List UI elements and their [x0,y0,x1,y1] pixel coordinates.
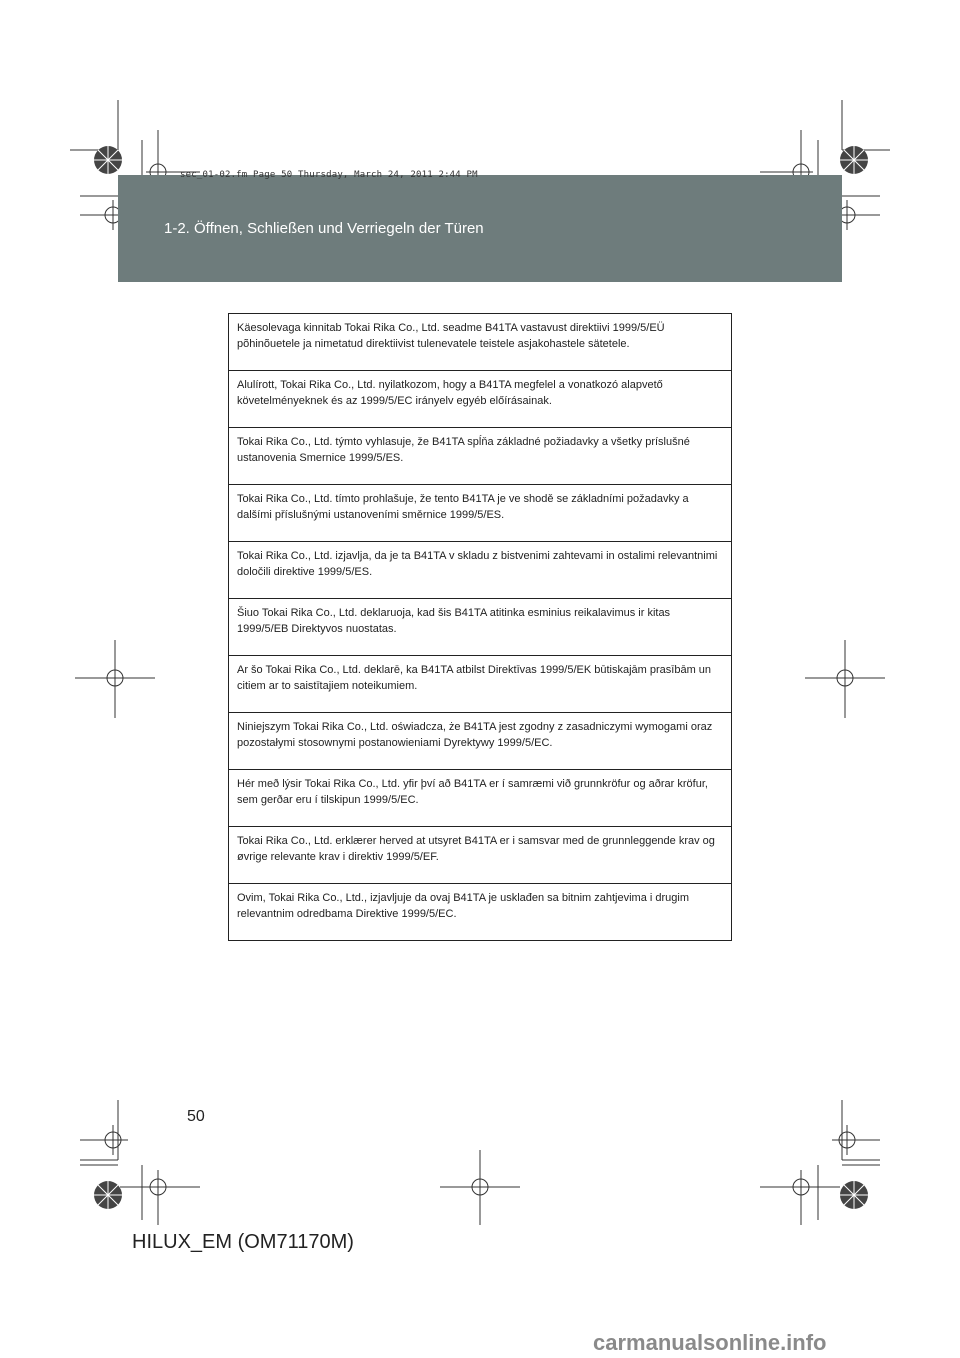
declaration-row-latvian: Ar šo Tokai Rika Co., Ltd. deklarē, ka B41TA atbilst Direktīvas 1999/5/EK būtiskajām prasībām un citiem ar to saistītajiem noteikumiem. [229,656,731,713]
declaration-row-polish: Niniejszym Tokai Rika Co., Ltd. oświadcza, że B41TA jest zgodny z zasadniczymi wymogami oraz pozostałymi stosownymi postanowieniami Dyrektywy 1999/5/EC. [229,713,731,770]
declaration-row-slovak: Tokai Rika Co., Ltd. týmto vyhlasuje, že B41TA spĺňa základné požiadavky a všetky príslušné ustanovenia Smernice 1999/5/ES. [229,428,731,485]
section-title: 1-2. Öffnen, Schließen und Verriegeln der Türen [164,220,484,237]
print-crop-info: sec_01-02.fm Page 50 Thursday, March 24, 2011 2:44 PM [180,170,478,180]
declaration-table [228,313,732,941]
page-number: 50 [187,1108,205,1125]
declaration-row-estonian: Käesolevaga kinnitab Tokai Rika Co., Ltd. seadme B41TA vastavust direktiivi 1999/5/EÜ põhinõuetele ja nimetatud direktiivist tulenevatele teistele asjakohastele sätetele. [229,314,731,371]
declaration-row-slovenian: Tokai Rika Co., Ltd. izjavlja, da je ta B41TA v skladu z bistvenimi zahtevami in ostalimi relevantnimi določili direktive 1999/5/ES. [229,542,731,599]
site-watermark: carmanualsonline.info [593,1330,827,1355]
declaration-row-icelandic: Hér með lýsir Tokai Rika Co., Ltd. yfir því að B41TA er í samræmi við grunnkröfur og aðrar kröfur, sem gerðar eru í tilskipun 1999/5/EC. [229,770,731,827]
declaration-row-lithuanian: Šiuo Tokai Rika Co., Ltd. deklaruoja, kad šis B41TA atitinka esminius reikalavimus ir kitas 1999/5/EB Direktyvos nuostatas. [229,599,731,656]
manual-code: HILUX_EM (OM71170M) [132,1231,354,1253]
declaration-row-czech: Tokai Rika Co., Ltd. tímto prohlašuje, že tento B41TA je ve shodě se základními požadavky a dalšími příslušnými ustanoveními směrnice 1999/5/ES. [229,485,731,542]
declaration-row-croatian: Ovim, Tokai Rika Co., Ltd., izjavljuje da ovaj B41TA je usklađen sa bitnim zahtjevima i drugim relevantnim odredbama Direktive 1999/5/EC. [237,892,690,920]
declaration-row-norwegian: Tokai Rika Co., Ltd. erklærer herved at utsyret B41TA er i samsvar med de grunnleggende krav og øvrige relevante krav i direktiv 1999/5/EF. [229,827,731,884]
declaration-row-hungarian: Alulírott, Tokai Rika Co., Ltd. nyilatkozom, hogy a B41TA megfelel a vonatkozó alapvető követelményeknek és az 1999/5/EC irányelv egyéb előírásainak. [229,371,731,428]
